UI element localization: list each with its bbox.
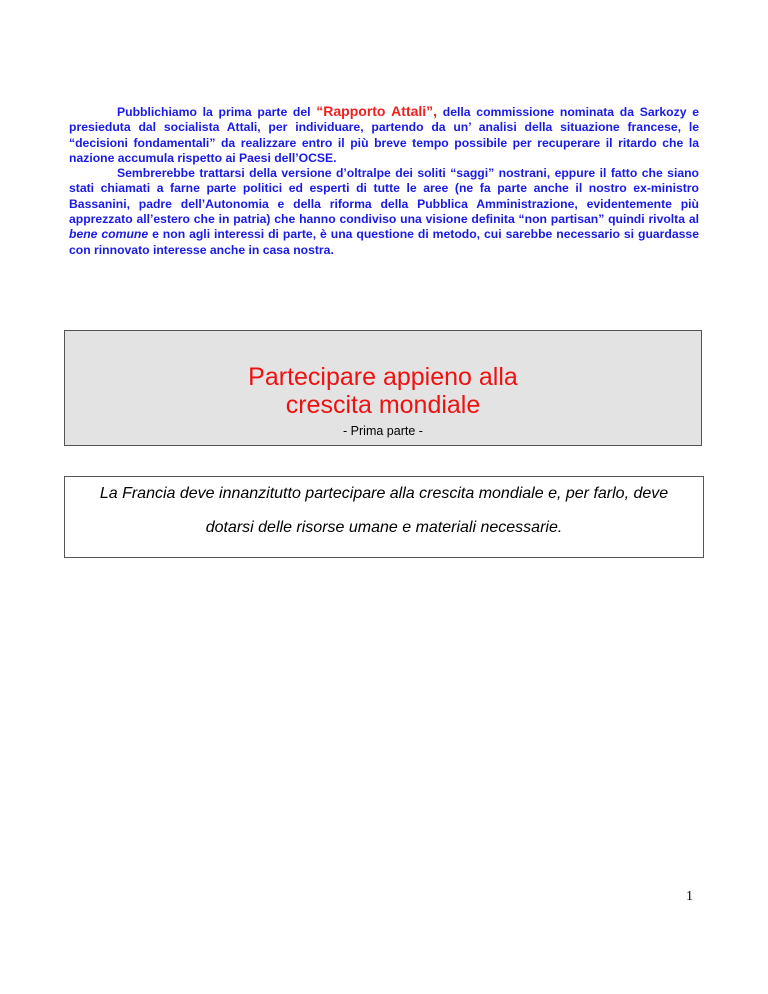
page-number: 1 — [686, 889, 693, 904]
intro-p1-after: della commissione nominata da Sarkozy e presieduta dal socialista Attali, per individuare, partendo da un’ analisi della situazione francese, le “decisioni fondamentali” da realizzare entro il più breve tempo possibile per recuperare il ritardo che la nazione accumula rispetto ai Paesi dell’OCSE. — [69, 105, 699, 165]
intro-paragraph-2 — [69, 166, 699, 258]
intro-paragraph-1 — [69, 104, 699, 166]
summary-line-1: La Francia deve innanzitutto partecipare alla crescita mondiale e, per farlo, deve — [99, 485, 669, 502]
summary-quote-box — [64, 476, 704, 558]
intro-p2-after: e non agli interessi di parte, è una questione di metodo, cui sarebbe necessario si guardasse con rinnovato interesse anche in casa nostra. — [69, 227, 699, 257]
intro-text — [69, 104, 699, 258]
intro-p2-emphasis: bene comune — [69, 227, 149, 242]
report-title-highlight: “Rapporto Attali”, — [316, 103, 438, 119]
document-title — [65, 363, 701, 419]
title-line-2: crescita mondiale — [285, 391, 481, 419]
document-subtitle: - Prima parte - — [343, 424, 423, 438]
summary-line-2: dotarsi delle risorse umane e materiali necessarie. — [205, 519, 563, 536]
title-box — [64, 330, 702, 446]
intro-p1-before: Pubblichiamo la prima parte del — [117, 105, 317, 119]
title-line-1: Partecipare appieno alla — [248, 363, 518, 391]
intro-p2-before: Sembrerebbe trattarsi della versione d’oltralpe dei soliti “saggi” nostrani, eppure il fatto che siano stati chiamati a farne parte politici ed esperti di tutte le aree (ne fa parte anche il nostro ex-ministro Bassanini, padre dell’Autonomia e della riforma della Pubblica Amministrazione, evidentemente più apprezzato all’estero che in patria) che hanno condiviso una visione definita “non partisan” quindi rivolta al — [69, 166, 699, 227]
